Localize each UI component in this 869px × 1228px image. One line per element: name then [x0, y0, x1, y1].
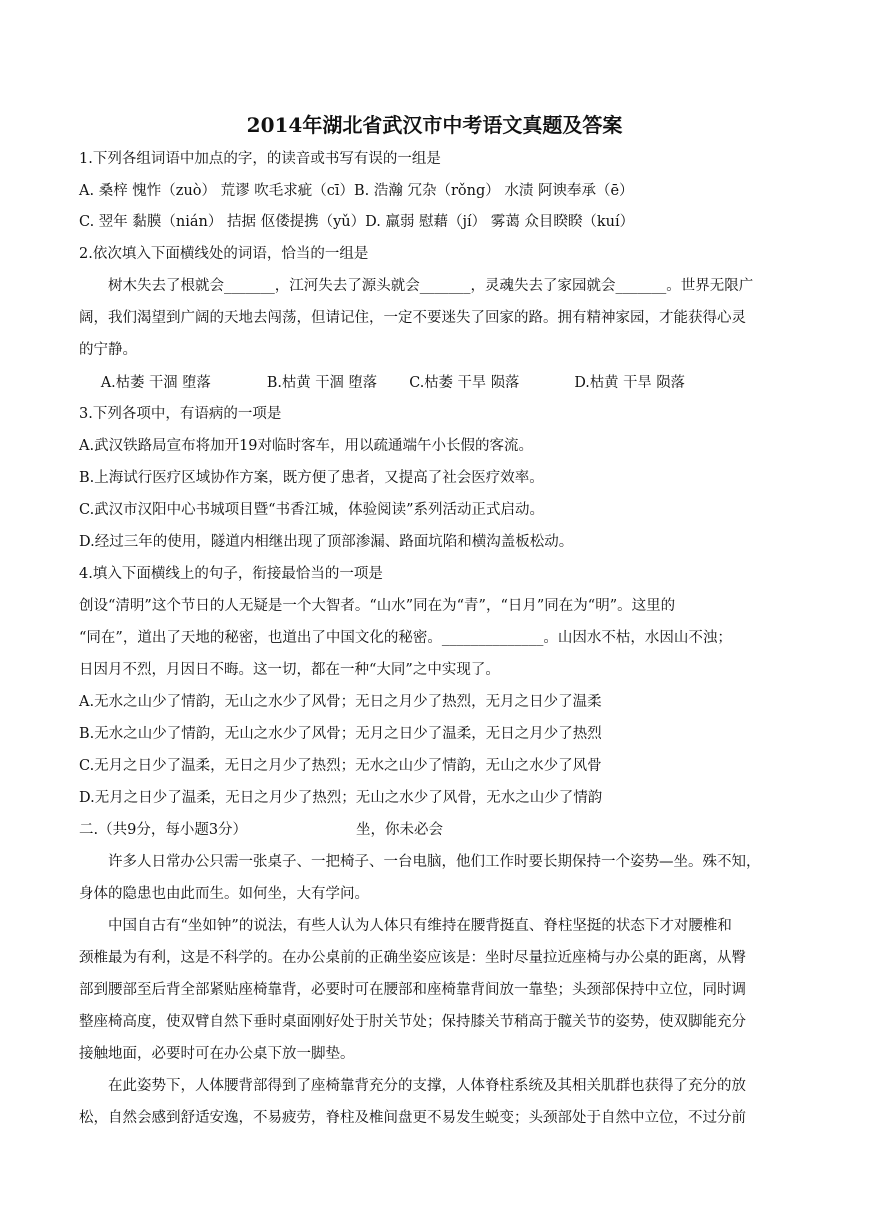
article-title: 坐，你未必会: [356, 822, 443, 838]
q4-option-b: B.无水之山少了情韵，无山之水少了风骨；无月之日少了温柔，无日之月少了热烈: [79, 726, 602, 742]
q2-option-d: D.枯黄 干旱 陨落: [574, 375, 685, 391]
article-p1-line-1: 许多人日常办公只需一张桌子、一把椅子、一台电脑，他们工作时要长期保持一个姿势—坐。殊不知，: [108, 854, 761, 870]
q4-option-c: C.无月之日少了温柔，无日之月少了热烈；无水之山少了情韵，无山之水少了风骨: [79, 758, 602, 774]
article-p3-line-1: 在此姿势下，人体腰背部得到了座椅靠背充分的支撑，人体脊柱系统及其相关肌群也获得了充分的放: [108, 1078, 746, 1094]
q3-option-c: C.武汉市汉阳中心书城项目暨“书香江城，体验阅读”系列活动正式启动。: [79, 502, 545, 518]
q2-stem: 2.依次填入下面横线处的词语，恰当的一组是: [79, 246, 369, 262]
q4-stem: 4.填入下面横线上的句子，衔接最恰当的一项是: [79, 566, 383, 582]
q1-stem: 1.下列各组词语中加点的字，的读音或书写有误的一组是: [79, 151, 441, 167]
article-p3-line-2: 松，自然会感到舒适安逸，不易疲劳，脊柱及椎间盘更不易发生蜕变；头颈部处于自然中立位，不过分前: [79, 1110, 746, 1126]
q3-option-d: D.经过三年的使用，隧道内相继出现了顶部渗漏、路面坑陷和横沟盖板松动。: [79, 534, 574, 550]
q3-stem: 3.下列各项中，有语病的一项是: [79, 406, 282, 422]
q4-passage-line-2: “同在”，道出了天地的秘密，也道出了中国文化的秘密。______________。山因水不枯，水因山不浊；: [79, 630, 732, 646]
page-title: 2014年湖北省武汉市中考语文真题及答案: [246, 113, 623, 137]
q3-option-a: A.武汉铁路局宣布将加开19对临时客车，用以疏通端午小长假的客流。: [79, 438, 534, 454]
q4-option-d: D.无月之日少了温柔，无日之月少了热烈；无山之水少了风骨，无水之山少了情韵: [79, 790, 603, 806]
q2-passage-line-2: 阔，我们渴望到广阔的天地去闯荡，但请记住，一定不要迷失了回家的路。拥有精神家园，才能获得心灵: [79, 310, 746, 326]
article-p2-line-2: 颈椎最为有利，这是不科学的。在办公桌前的正确坐姿应该是：坐时尽量拉近座椅与办公桌的距离，从臀: [79, 950, 746, 966]
article-p2-line-1: 中国自古有“坐如钟”的说法，有些人认为人体只有维持在腰背挺直、脊柱坚挺的状态下才对腰椎和: [108, 918, 732, 934]
q3-option-b: B.上海试行医疗区域协作方案，既方便了患者，又提高了社会医疗效率。: [79, 470, 544, 486]
q2-option-b: B.枯黄 干涸 堕落: [266, 375, 378, 391]
article-p2-line-4: 整座椅高度，使双臂自然下垂时桌面刚好处于肘关节处；保持膝关节稍高于髋关节的姿势，使双脚能充分: [79, 1014, 746, 1030]
q4-option-a: A.无水之山少了情韵，无山之水少了风骨；无日之月少了热烈，无月之日少了温柔: [79, 694, 602, 710]
article-p1-line-2: 身体的隐患也由此而生。如何坐，大有学问。: [79, 886, 369, 902]
article-p2-line-5: 接触地面，必要时可在办公桌下放一脚垫。: [79, 1046, 355, 1062]
q2-option-c: C.枯萎 干旱 陨落: [409, 375, 520, 391]
q4-passage-line-3: 日因月不烈，月因日不晦。这一切，都在一种“大同”之中实现了。: [79, 662, 500, 678]
q1-options-row-2: C. 翌年 黏膜（nián） 拮据 伛偻提携（yǔ）D. 羸弱 慰藉（jí） 雾蔼 众目睽睽（kuí）: [79, 214, 635, 230]
article-p2-line-3: 部到腰部至后背全部紧贴座椅靠背，必要时可在腰部和座椅靠背间放一靠垫；头颈部保持中立位，同时调: [79, 982, 746, 998]
q4-passage-line-1: 创设“清明”这个节日的人无疑是一个大智者。“山水”同在为“青”，“日月”同在为“明”。这里的: [79, 598, 676, 614]
q2-passage-line-3: 的宁静。: [79, 342, 137, 358]
q2-passage-line-1: 树木失去了根就会_______，江河失去了源头就会_______，灵魂失去了家园就会_______。世界无限广: [108, 278, 754, 294]
section-2-heading: 二.（共9分，每小题3分）: [79, 822, 248, 838]
q1-options-row-1: A. 桑梓 愧怍（zuò） 荒谬 吹毛求疵（cī）B. 浩瀚 冗杂（rǒng） 水渍 阿谀奉承（ē）: [79, 183, 634, 199]
q2-option-a: A.枯萎 干涸 堕落: [100, 375, 211, 391]
